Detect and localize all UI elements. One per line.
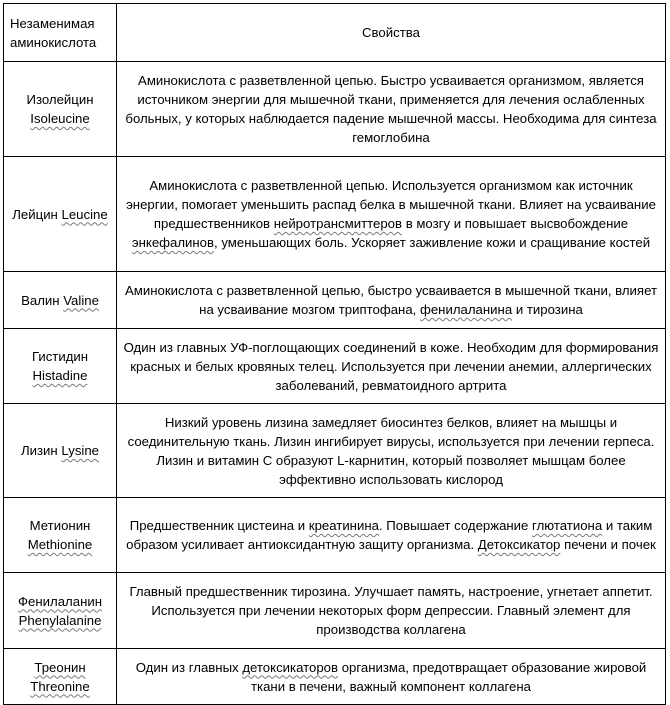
amino-name-en: Histadine [32, 368, 88, 383]
desc-text: Аминокислота с разветвленной цепью. Используется организмом как источник энергии, помогает уменьшить распад белка в мышечной ткани. Влияет на усваивание предшественников [126, 178, 656, 231]
amino-acid-name-cell [4, 157, 117, 272]
desc-text: Один из главных [135, 659, 243, 675]
amino-acid-name-cell [4, 573, 117, 649]
desc-text: организма, предотвращает образование жировой ткани в печени, важный компонент коллагена [251, 659, 647, 694]
table-row [4, 62, 666, 157]
table-header-row [4, 4, 666, 62]
amino-name-ru: Метионин [29, 518, 91, 533]
amino-acid-name-cell [4, 649, 117, 705]
desc-term: глютатиона [532, 518, 603, 533]
amino-name-en: Phenylalanine [18, 612, 102, 628]
amino-acid-properties-cell [117, 498, 666, 573]
amino-acid-properties-cell: Один из главных УФ-поглощающих соединений в коже. Необходим для формирования красных и белых кровяных телец. Используется при лечении анемии, аллергических заболеваний, ревматоидного артрита [117, 329, 666, 404]
table-row [4, 157, 666, 272]
desc-term: креатинина [308, 518, 379, 533]
header-name-line2: аминокислота [10, 34, 97, 50]
amino-acid-name-cell [4, 329, 117, 404]
desc-term: Детоксикатор [477, 537, 561, 552]
amino-name-ru: Лейцин [12, 206, 58, 222]
desc-text: и тирозина [512, 302, 583, 317]
desc-term: фенилаланина [420, 302, 513, 317]
header-name-line1: Незаменимая [10, 15, 95, 31]
amino-name-en: Leucine [61, 206, 108, 222]
table-row [4, 404, 666, 498]
desc-term: нейротрансмиттеров [273, 216, 403, 231]
amino-name-en: Threonine [30, 678, 90, 694]
table-row [4, 649, 666, 705]
amino-name-en: Isoleucine [30, 111, 90, 126]
table-row [4, 329, 666, 404]
amino-acid-properties-cell [117, 649, 666, 705]
amino-acid-name-cell [4, 404, 117, 498]
table-row [4, 272, 666, 329]
amino-acid-properties-cell: Низкий уровень лизина замедляет биосинтез белков, влияет на мышцы и соединительную ткань. Лизин ингибирует вирусы, используется при лечении герпеса. Лизин и витамин С образуют L-карнитин, который позволяет мышцам более эффективно использовать кислород [117, 404, 666, 498]
amino-name-ru: Изолейцин [26, 92, 94, 107]
table-row [4, 573, 666, 649]
amino-acid-properties-cell [117, 272, 666, 329]
header-properties-cell: Свойства [117, 4, 666, 62]
desc-text: и таким образом усиливает антиоксидантную защиту организма. [126, 518, 653, 552]
amino-name-ru: Лизин [20, 443, 58, 458]
amino-name-en: Methionine [27, 537, 93, 552]
amino-acid-name-cell [4, 62, 117, 157]
amino-name-ru: Фенилаланин [18, 593, 102, 609]
desc-term: детоксикаторов [242, 659, 339, 675]
amino-name-en: Lysine [61, 443, 100, 458]
desc-text: . Повышает содержание [378, 518, 533, 533]
amino-acids-table [3, 3, 666, 705]
amino-acid-properties-cell [117, 157, 666, 272]
amino-name-en: Valine [63, 292, 99, 308]
desc-text: Предшественник цистеина и [129, 518, 309, 533]
desc-text: , уменьшающих боль. Ускоряет заживление кожи и сращивание костей [214, 235, 651, 250]
amino-name-ru: Гистидин [31, 349, 89, 364]
amino-acid-properties-cell: Главный предшественник тирозина. Улучшает память, настроение, угнетает аппетит. Используется при лечении некоторых форм депрессии. Главный элемент для производства коллагена [117, 573, 666, 649]
header-amino-acid-cell [4, 4, 117, 62]
table-row [4, 498, 666, 573]
amino-acid-name-cell [4, 272, 117, 329]
amino-name-ru: Треонин [34, 659, 86, 675]
desc-text: печени и почек [560, 537, 656, 552]
desc-term: энкефалинов [131, 235, 215, 250]
amino-acid-properties-cell: Аминокислота с разветвленной цепью. Быстро усваивается организмом, является источником энергии для мышечной ткани, применяется для лечения ослабленных больных, у которых наблюдается падение мышечной массы. Необходима для синтеза гемоглобина [117, 62, 666, 157]
desc-text: в мозгу и повышает высвобождение [402, 216, 629, 231]
amino-name-ru: Валин [21, 292, 60, 308]
amino-acid-name-cell [4, 498, 117, 573]
desc-text: Аминокислота с разветвленной цепью, быстро усваивается в мышечной ткани, влияет на усваивание мозгом триптофана, [124, 283, 658, 317]
